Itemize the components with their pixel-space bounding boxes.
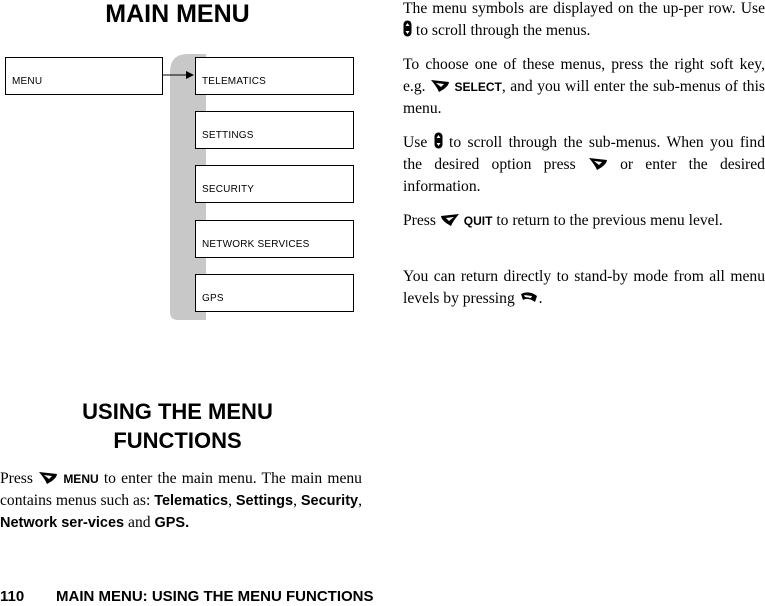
page-number: 110 <box>0 588 25 605</box>
section-heading-line-2: FUNCTIONS <box>113 428 242 453</box>
end-key-icon <box>519 291 539 305</box>
submenu-item-telematics: TELEMATICS <box>195 57 354 95</box>
section-heading-line-1: USING THE MENU <box>82 399 273 424</box>
page-title: MAIN MENU <box>105 0 250 28</box>
menu-diagram <box>0 50 360 330</box>
submenu-item-network-services: NETWORK SERVICES <box>195 220 354 258</box>
running-footer: MAIN MENU: USING THE MENU FUNCTIONS <box>56 588 374 605</box>
left-soft-key-icon <box>440 213 460 227</box>
submenu-item-security: SECURITY <box>195 165 354 203</box>
right-soft-key-icon <box>38 471 58 485</box>
instruction-scroll-menus: The menu symbols are displayed on the up-per row. Use to scroll through the menus. <box>403 0 765 39</box>
right-soft-key-icon <box>588 157 608 171</box>
scroll-key-icon <box>434 132 443 149</box>
page-footer <box>0 588 374 606</box>
menu-root-box: MENU <box>5 57 163 95</box>
instruction-quit: Press QUIT to return to the previous menu level. <box>403 212 723 229</box>
submenu-item-gps: GPS <box>195 274 354 312</box>
instruction-select: To choose one of these menus, press the right soft key, e.g. SELECT, and you will enter the sub-menus of this menu. <box>403 56 765 117</box>
instruction-scroll-submenus: Use to scroll through the sub-menus. When you find the desired option press or enter the desired information. <box>403 134 765 195</box>
instruction-standby: You can return directly to stand-by mode from all menu levels by pressing . <box>403 268 765 307</box>
scroll-key-icon <box>403 20 412 37</box>
right-soft-key-icon <box>430 79 450 93</box>
section-heading <box>0 397 355 455</box>
submenu-item-settings: SETTINGS <box>195 111 354 149</box>
intro-paragraph: Press MENU to enter the main menu. The main menu contains menus such as: Telematics, Settings, Security, Network ser-vices and GPS. <box>0 470 363 531</box>
